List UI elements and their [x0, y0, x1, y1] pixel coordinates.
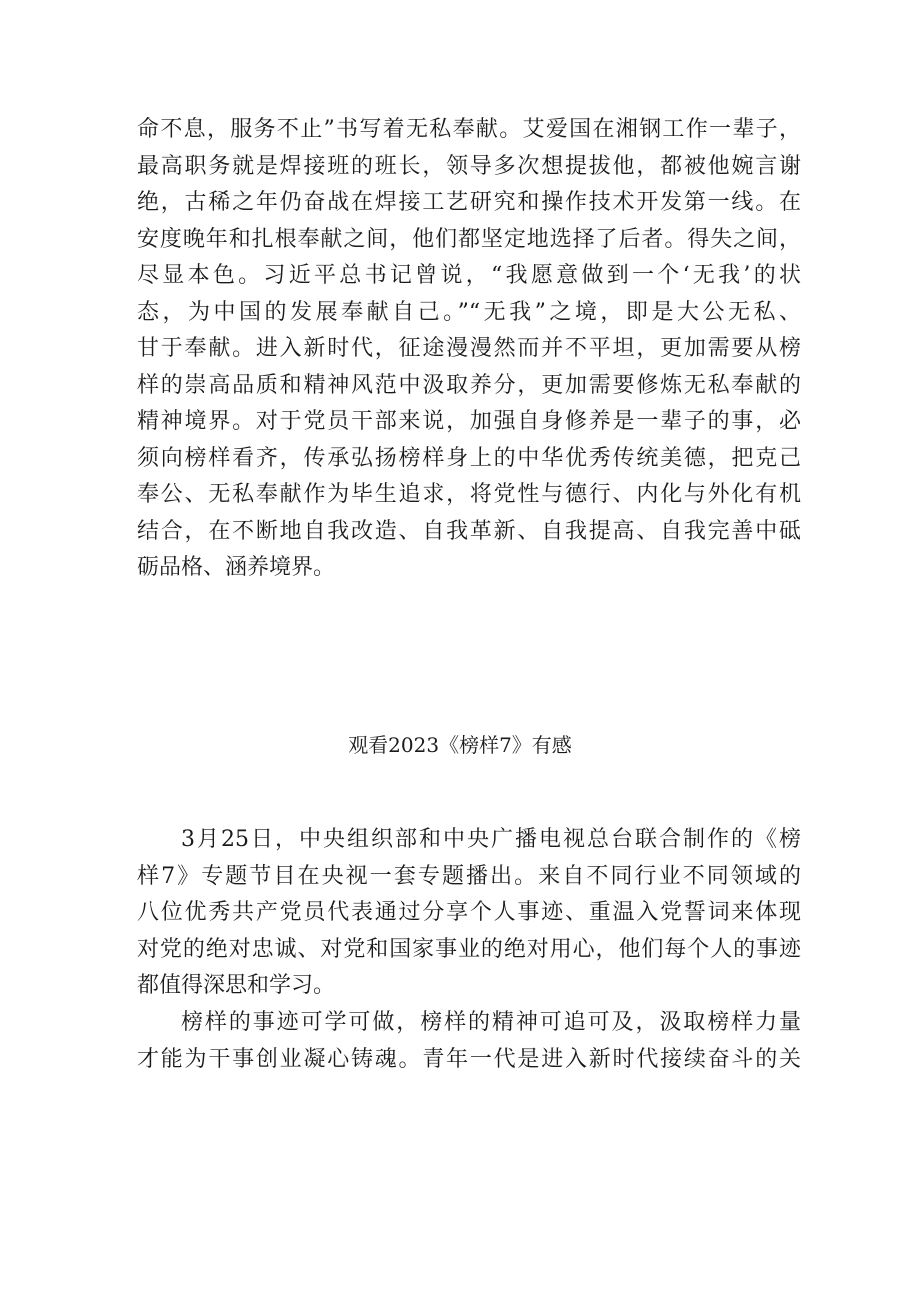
text-line: 八位优秀共产党员代表通过分享个人事迹、重温入党誓词来体现 — [137, 900, 801, 925]
text-line: 榜样的事迹可学可做，榜样的精神可追可及，汲取榜样力量 — [181, 1010, 801, 1035]
text-line: 样7》专题节目在央视一套专题播出。来自不同行业不同领域的 — [137, 863, 801, 889]
text-line: 结合，在不断地自我改造、自我革新、自我提高、自我完善中砥 — [137, 518, 801, 544]
paragraph-1 — [137, 822, 801, 1005]
text-line: 都值得深思和学习。 — [137, 973, 336, 998]
text-line: 态，为中国的发展奉献自己。”“无我”之境，即是大公无私、 — [137, 299, 801, 325]
text-line: 才能为干事创业凝心铸魂。青年一代是进入新时代接续奋斗的关 — [137, 1046, 801, 1072]
text-line: 命不息，服务不止”书写着无私奉献。艾爱国在湘钢工作一辈子， — [137, 117, 801, 142]
text-line: 安度晚年和扎根奉献之间，他们都坚定地选择了后者。得失之间， — [137, 226, 801, 252]
continued-paragraph — [137, 112, 801, 587]
text-line: 3月25日，中央组织部和中央广播电视总台联合制作的《榜 — [181, 827, 801, 852]
text-line: 砺品格、涵养境界。 — [137, 555, 336, 580]
document-title: 观看2023《榜样7》有感 — [348, 733, 572, 757]
text-line: 对党的绝对忠诚、对党和国家事业的绝对用心，他们每个人的事迹 — [137, 936, 801, 962]
text-line: 样的崇高品质和精神风范中汲取养分，更加需要修炼无私奉献的 — [137, 372, 801, 398]
text-line: 甘于奉献。进入新时代，征途漫漫然而并不平坦，更加需要从榜 — [137, 336, 801, 361]
text-line: 精神境界。对于党员干部来说，加强自身修养是一辈子的事，必 — [137, 409, 801, 434]
text-line: 须向榜样看齐，传承弘扬榜样身上的中华优秀传统美德，把克己 — [137, 445, 801, 471]
text-line: 奉公、无私奉献作为毕生追求，将党性与德行、内化与外化有机 — [137, 482, 801, 507]
text-line: 最高职务就是焊接班的班长，领导多次想提拔他，都被他婉言谢 — [137, 153, 801, 179]
text-line: 绝，古稀之年仍奋战在焊接工艺研究和操作技术开发第一线。在 — [137, 190, 801, 215]
paragraph-2 — [137, 1005, 801, 1078]
text-line: 尽显本色。习近平总书记曾说，“我愿意做到一个‘无我’的状 — [137, 263, 801, 288]
